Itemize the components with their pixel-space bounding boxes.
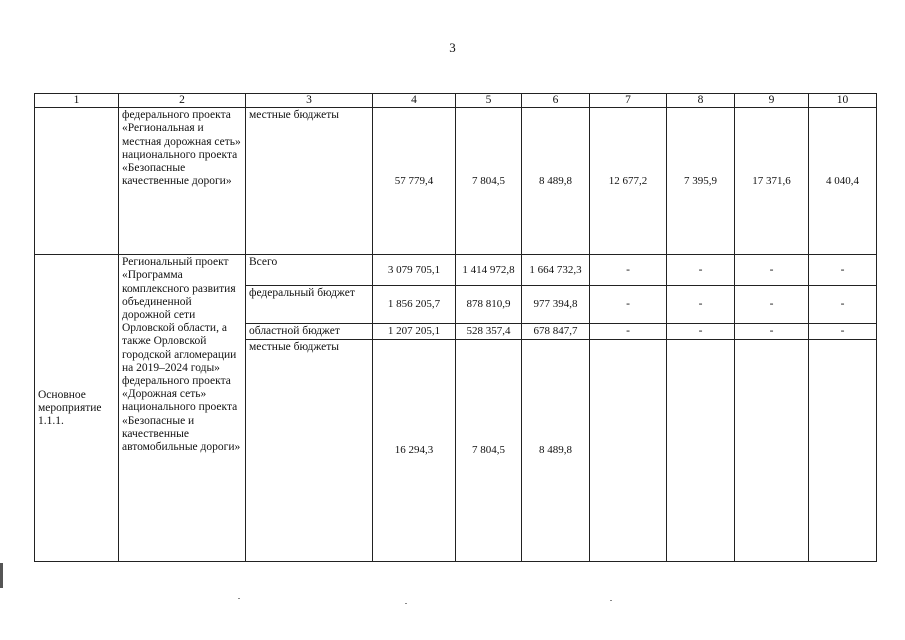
- column-number: 8: [667, 94, 735, 108]
- column-number-row: [35, 94, 877, 108]
- value-cell: -: [735, 286, 809, 324]
- value-cell: -: [590, 255, 667, 286]
- value-cell: 878 810,9: [456, 286, 522, 324]
- column-number: 5: [456, 94, 522, 108]
- value-cell: 57 779,4: [373, 108, 456, 255]
- scan-speck: [405, 603, 407, 604]
- value-cell: 17 371,6: [735, 108, 809, 255]
- column-number: 4: [373, 94, 456, 108]
- value-cell: 8 489,8: [522, 108, 590, 255]
- value-cell: 1 856 205,7: [373, 286, 456, 324]
- value-cell: -: [809, 286, 877, 324]
- value-cell: 8 489,8: [522, 340, 590, 562]
- activity-name: Основное мероприятие 1.1.1.: [35, 255, 119, 562]
- scan-margin-mark: [0, 563, 3, 588]
- value-cell: [809, 340, 877, 562]
- project-description: федерального проекта «Региональная и местная дорожная сеть» национального проекта «Безопасные качественные дороги»: [119, 108, 246, 255]
- funding-source: местные бюджеты: [246, 340, 373, 562]
- value-cell: 4 040,4: [809, 108, 877, 255]
- value-cell: 1 664 732,3: [522, 255, 590, 286]
- table-row: [35, 108, 877, 255]
- value-cell: -: [735, 324, 809, 340]
- column-number: 9: [735, 94, 809, 108]
- table-row: [35, 255, 877, 286]
- value-cell: -: [667, 324, 735, 340]
- page-number: 3: [449, 40, 456, 55]
- value-cell: 7 804,5: [456, 108, 522, 255]
- value-cell: -: [809, 255, 877, 286]
- column-number: 1: [35, 94, 119, 108]
- value-cell: 977 394,8: [522, 286, 590, 324]
- funding-source: федеральный бюджет: [246, 286, 373, 324]
- value-cell: 7 804,5: [456, 340, 522, 562]
- scan-speck: [238, 598, 240, 599]
- column-number: 3: [246, 94, 373, 108]
- value-cell: -: [590, 286, 667, 324]
- value-cell: -: [590, 324, 667, 340]
- value-cell: 3 079 705,1: [373, 255, 456, 286]
- value-cell: -: [735, 255, 809, 286]
- value-cell: 1 414 972,8: [456, 255, 522, 286]
- value-cell: -: [667, 286, 735, 324]
- budget-table: [34, 93, 877, 562]
- value-cell: [590, 340, 667, 562]
- value-cell: 678 847,7: [522, 324, 590, 340]
- project-description: Региональный проект «Программа комплексного развития объединенной дорожной сети Орловской области, а также Орловской городской агломерации на 2019–2024 годы» федерального проекта «Дорожная сеть» национального проекта «Безопасные и качественные автомобильные дороги»: [119, 255, 246, 562]
- value-cell: -: [809, 324, 877, 340]
- funding-source: Всего: [246, 255, 373, 286]
- value-cell: 1 207 205,1: [373, 324, 456, 340]
- column-number: 6: [522, 94, 590, 108]
- funding-source: местные бюджеты: [246, 108, 373, 255]
- value-cell: 12 677,2: [590, 108, 667, 255]
- column-number: 10: [809, 94, 877, 108]
- value-cell: 528 357,4: [456, 324, 522, 340]
- value-cell: [735, 340, 809, 562]
- cell-empty: [35, 108, 119, 255]
- column-number: 2: [119, 94, 246, 108]
- value-cell: 7 395,9: [667, 108, 735, 255]
- scan-speck: [610, 600, 612, 601]
- value-cell: [667, 340, 735, 562]
- column-number: 7: [590, 94, 667, 108]
- funding-source: областной бюджет: [246, 324, 373, 340]
- value-cell: 16 294,3: [373, 340, 456, 562]
- value-cell: -: [667, 255, 735, 286]
